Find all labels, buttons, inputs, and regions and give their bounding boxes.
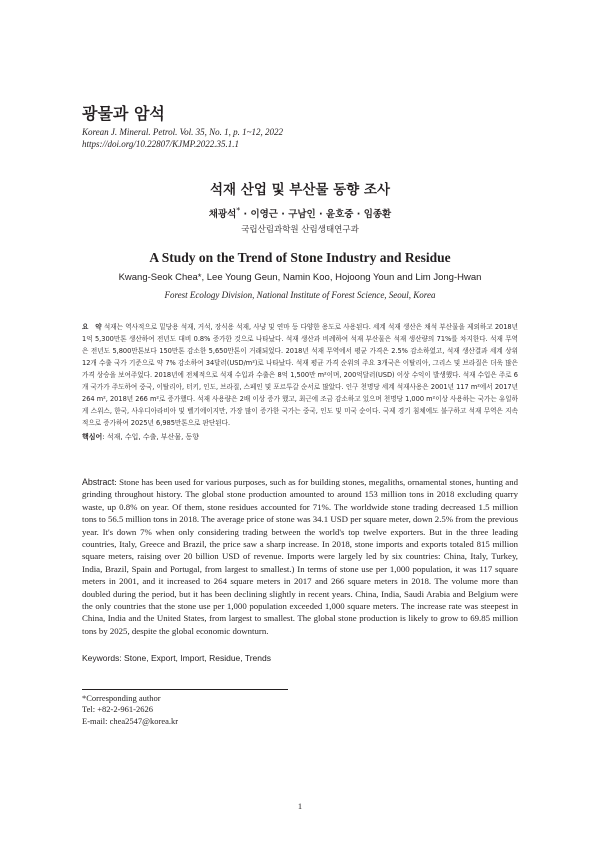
abstract-english <box>82 476 518 637</box>
doi-link[interactable]: https://doi.org/10.22807/KJMP.2022.35.1.1 <box>82 139 240 149</box>
journal-name: 광물과 암석 <box>82 104 165 123</box>
keywords-english <box>82 653 271 663</box>
corresponding-author-korean: 채광석 <box>208 209 237 221</box>
telephone: Tel: +82-2-961-2626 <box>82 704 154 715</box>
author-list-korean <box>0 206 600 220</box>
affiliation-english: Forest Ecology Division, National Institute of Forest Science, Seoul, Korea <box>164 290 436 300</box>
paper-title-english: A Study on the Trend of Stone Industry and Residue <box>149 250 451 265</box>
abstract-english-label: Abstract <box>82 477 115 487</box>
corresponding-mark: * <box>236 206 241 215</box>
paper-title-korean: 석재 산업 및 부산물 동향 조사 <box>210 182 390 198</box>
keywords-korean <box>82 432 199 442</box>
citation-line: Korean J. Mineral. Petrol. Vol. 35, No. 1, p. 1~12, 2022 <box>82 127 283 137</box>
coauthors-korean: · 이영근 · 구남인 · 윤호중 · 임종환 <box>240 209 392 221</box>
email[interactable]: E-mail: chea2547@korea.kr <box>82 715 179 726</box>
footnote-divider <box>82 689 288 690</box>
keywords-korean-text: : 석재, 수입, 수출, 부산물, 동향 <box>102 433 200 441</box>
abstract-korean-text: 석재는 역사적으로 밑당용 석재, 거석, 장식용 석재, 사냥 및 연마 등 다양한 용도로 사용된다. 세계 석재 생산은 채석 부산물을 제외하고 2018년 1억 5,300만톤 생산하여 전년도 대비 0.8% 증가한 것으로 나타났다. 석재 생산과 비례하여 석재 부산물은 석재 생산량의 71%를 차지한다. 석재 무역은 전년도 5,800만톤보다 150만톤 감소한 5,650만톤이 거래되었다. 2018년 석재 무역에서 평균 가격은 2.5% 감소하였고, 석재 생산결과 세계 상위 12개 수출 국가 기준으로 약 7% 감소하여 34달러(USD/m²)로 나타났다. 석재 평균 가격 순위의 주요 3개국은 이탈리아, 그리스 및 브라질은 더욱 많은 가격 상승을 보여주었다. 2018년에 전체적으로 석재 수입과 수출은 8억 1,500만 m²이며, 200억달러(USD) 이상 수익이 발생했다. 석재 수입은 주로 6개 국가가 주도하여 중국, 이탈리아, 터키, 인도, 브라질, 스페인 및 포르투갈 순서로 많았다. 인구 천명당 세계 석재사용은 2001년 117 m²에서 2017년 264 m², 2018년 266 m²로 증가했다. 석재 사용량은 2배 이상 증가 했고, 최근에 조금 감소하고 있으며 천명당 1,000 m²이상 사용하는 국가는 유일하게 스위스, 한국, 사우디아라비아 및 벨기에이지만, 가장 많이 증가한 국가는 중국, 인도 및 미국 순이다. 국제 경기 침체에도 불구하고 석재 무역은 지속적으로 증가하여 2025년 6,985만톤으로 판단된다. <box>82 323 518 428</box>
abstract-korean-label: 요 약 <box>82 323 102 331</box>
affiliation-korean: 국립산림과학원 산림생태연구과 <box>241 225 359 235</box>
keywords-korean-label: 핵심어 <box>82 433 103 441</box>
abstract-korean <box>82 321 518 429</box>
abstract-english-text: : Stone has been used for various purposes, such as for building stones, megaliths, ornamental stones, hunting and grinding throughout history. The global stone production amounted to around 153 million tons in 2018 excluding quarry waste, up 0.8% on year. Of them, stone residues accounted for 71%. The worldwide stone trading decreased 1.5 million tons to 56.5 million tons in 2018. The average price of stone was 34.1 USD per square meter, down 2.5% from the previous year. It's down 7% when only considering trading between the world's top twelve exporters. But in the three leading countries, Italy, Greece and Brazil, the price saw a sharp increase. In 2018, stone imports and exports totaled 815 million square meters, raising over 20 billion USD of revenue. Imports were largely led by six countries: China, Italy, Turkey, India, Brazil, Spain and Portugal, from largest to smallest.) In terms of stone use per 1,000 population, it was 117 square meters in 2001, and it increased to 264 square meters in 2017 and 266 square meters in 2018. The volume more than doubled during the period, but it has been declining slightly in recent years. China, India, Saudi Arabia and Belgium were the only countries that the stone use per 1,000 population exceeded 1,000 square meters. The increase rate was steepest in China, India and the United States, from largest to smallest. The global stone production is likely to grow to 69.85 million tons by 2025, despite the global economic downturn. <box>82 477 518 636</box>
keywords-english-text: : Stone, Export, Import, Residue, Trends <box>119 653 271 663</box>
page-number: 1 <box>297 801 303 811</box>
keywords-english-label: Keywords <box>82 653 120 663</box>
footnote <box>82 693 178 727</box>
corresponding-author-note: *Corresponding author <box>82 693 161 703</box>
citation-block <box>82 126 283 150</box>
author-list-english: Kwang-Seok Chea*, Lee Young Geun, Namin Koo, Hojoong Youn and Lim Jong-Hwan <box>118 272 482 283</box>
